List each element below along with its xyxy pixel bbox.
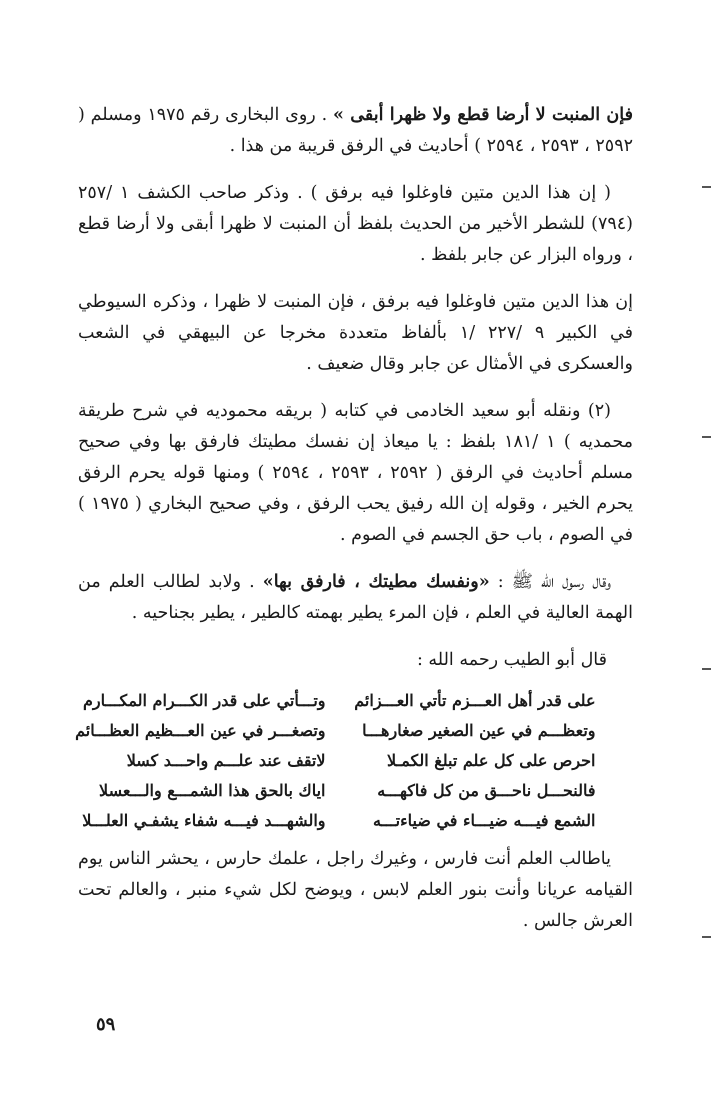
verse-second-hemistich: لاتقف عند علـــم واحـــد كسلا [126, 751, 326, 770]
hadith-fragment: فإن المنبت لا أرضا قطع ولا ظهرا أبقى » [332, 105, 633, 125]
verse-first-hemistich: فالنحـــل ناحـــق من كل فاكهـــه [377, 781, 596, 800]
verse-first-hemistich: احرص على كل علم تبلغ الكمـلا [387, 751, 596, 770]
paragraph-1-text: . روى البخارى رقم ١٩٧٥ ومسلم ( ٢٥٩٢ ، ٢٥٩٣ ، ٢٥٩٤ ) أحاديث في الرفق قريبة من هذا . [78, 105, 633, 156]
poem [75, 686, 596, 836]
hadith-quote: «ونفسك مطيتك ، فارفق بها» [262, 572, 490, 592]
verse-second-hemistich: وتصغـــر في عين العـــظيم العظـــائم [75, 721, 326, 740]
verse-first-hemistich: الشمع فيـــه ضيـــاء في ضياءتـــه [372, 811, 596, 830]
page-body [75, 100, 633, 953]
margin-mark [702, 186, 711, 188]
paragraph-2-text: ( إن هذا الدين متين فاوغلوا فيه برفق ) . وذكر صاحب الكشف ١ /٢٥٧ (٧٩٤) للشطر الأخير من الحديث بلفظ أن المنبت لا ظهرا أبقى ولا أرضا قطع ، ورواه البزار عن جابر بلفظ . [78, 183, 633, 265]
poem-verse [116, 746, 596, 776]
poem-verse [82, 806, 596, 836]
page-number: ٥٩ [96, 1014, 116, 1035]
poem-intro: قال أبو الطيب رحمه الله : [416, 650, 607, 670]
paragraph-4-text: (٢) ونقله أبو سعيد الخادمى في كتابه ( بريقه محموديه في شرح طريقة محمديه ) ١ /١٨١ بلفظ : يا ميعاذ إن نفسك مطيتك فارفق بها وفي صحيح مسلم أحاديث في الرفق ( ٢٥٩٢ ، ٢٥٩٣ ، ٢٥٩٤ ) ومنها قوله يحرم الرفق يحرم الخير ، وقوله إن الله رفيق يحب الرفق ، وفي صحيح البخاري ( ١٩٧٥ ) في الصوم ، باب حق الجسم في الصوم . [78, 401, 633, 545]
paragraph-3 [78, 287, 633, 380]
paragraph-5 [78, 567, 633, 629]
paragraph-4 [78, 396, 633, 551]
verse-first-hemistich: على قدر أهل العـــزم تأتي العـــزائم [354, 691, 596, 710]
closing-text: ياطالب العلم أنت فارس ، وغيرك راجل ، علمك حارس ، يحشر الناس يوم القيامه عريانا وأنت بنور العلم لابس ، ويوضح لكل شيء منبر ، والعالم تحت العرش جالس . [78, 849, 633, 931]
verse-second-hemistich: وتـــأتي على قدر الكـــرام المكـــارم [82, 691, 326, 710]
verse-first-hemistich: وتعظـــم في عين الصغير صغارهـــا [362, 721, 596, 740]
verse-second-hemistich: والشهـــد فيـــه شفاء يشفـي العلـــلا [82, 811, 326, 830]
paragraph-2 [78, 178, 633, 271]
margin-mark [702, 668, 711, 670]
paragraph-3-text: إن هذا الدين متين فاوغلوا فيه برفق ، فإن المنبت لا ظهرا ، وذكره السيوطي في الكبير ٩ /٢٢٧ /١ بألفاظ متعددة مخرجا عن البيهقي في الشعب والعسكرى في الأمثال عن جابر وقال ضعيف . [78, 292, 633, 374]
poem-verse [75, 716, 596, 746]
verse-second-hemistich: اياك بالحق هذا الشمـــع والـــعسلا [99, 781, 326, 800]
margin-mark [702, 436, 711, 438]
margin-mark [702, 936, 711, 938]
paragraph-5-text: . ولابد لطالب العلم من الهمة العالية في العلم ، فإن المرء يطير بهمته كالطير ، يطير بجناحيه . [78, 572, 633, 623]
paragraph-1 [78, 100, 633, 162]
closing-paragraph [78, 844, 633, 937]
poem-verse [82, 686, 596, 716]
poem-verse [99, 776, 596, 806]
paragraph-5-pre: وقال رسول الله ﷺ : [489, 572, 611, 592]
